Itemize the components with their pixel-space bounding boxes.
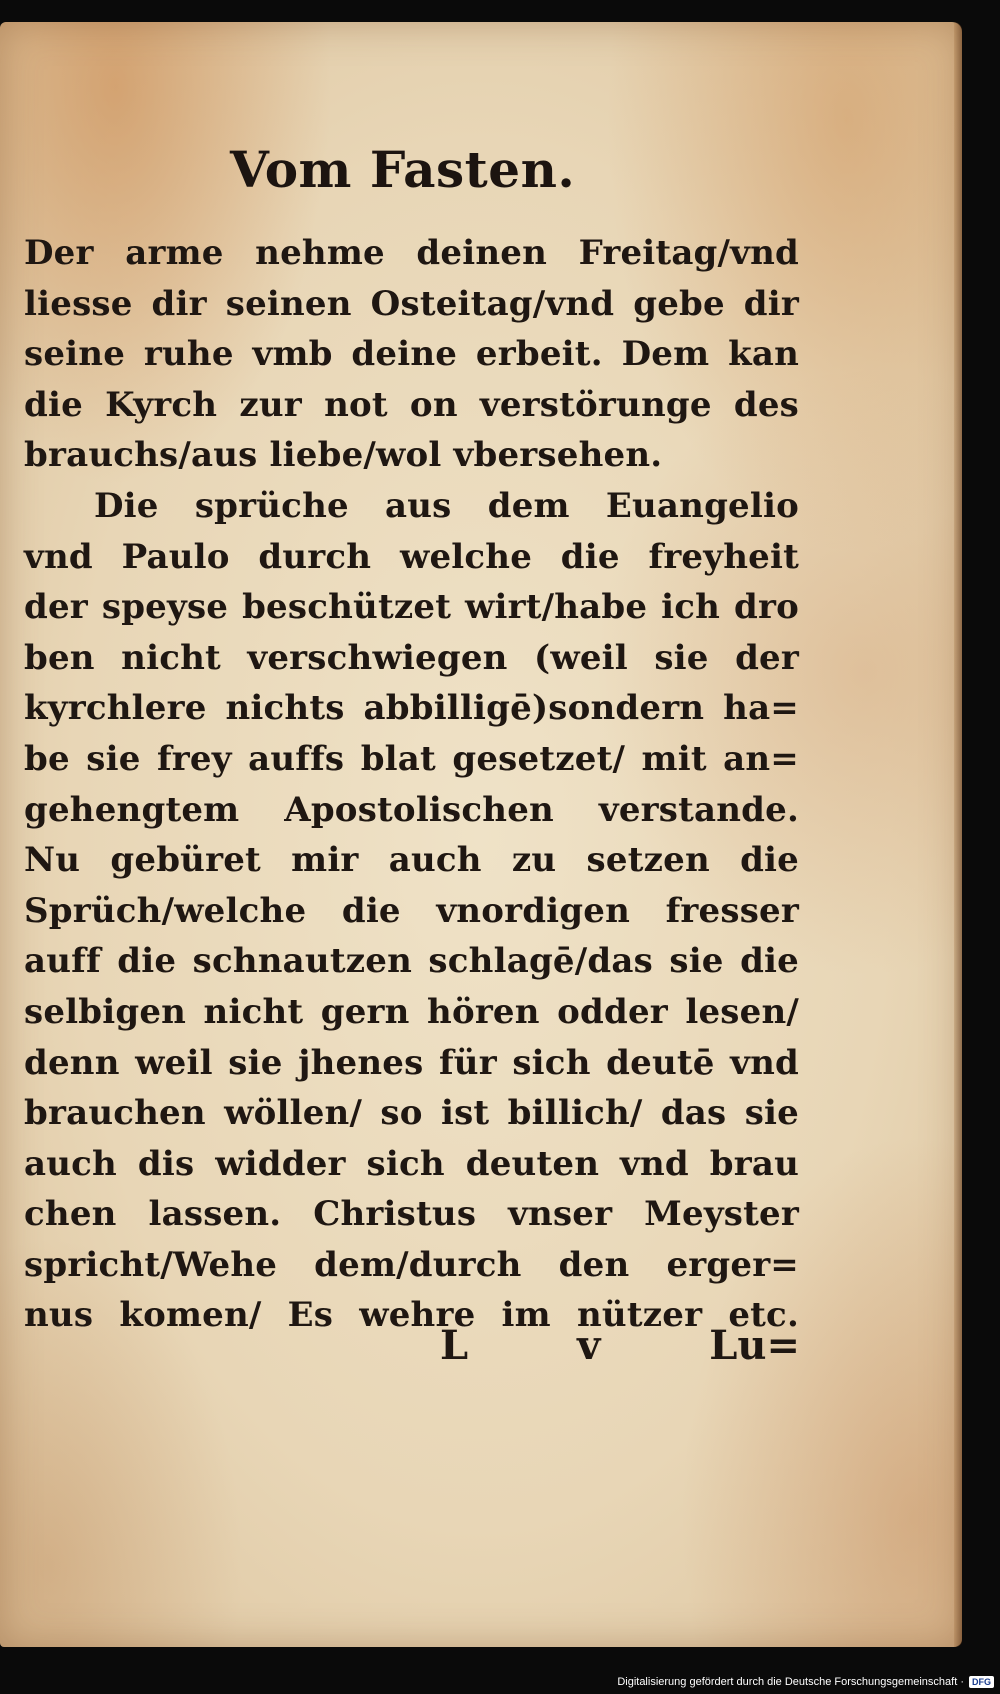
text-line: brauchs/aus liebe/wol vbersehen. — [24, 435, 663, 476]
text-line: kyrchlere nichts abbilligē)sondern ha= — [24, 688, 799, 729]
text-line: die Kyrch zur not on verstörunge des — [24, 384, 799, 425]
text-line: der speyse beschützet wirt/habe ich dro — [24, 587, 799, 628]
page-footer-catchwords — [440, 1322, 800, 1369]
digitization-credit — [617, 1673, 994, 1691]
text-line: seine ruhe vmb deine erbeit. Dem kan — [24, 334, 799, 375]
text-line: Der arme nehme deinen Freitag/vnd — [24, 233, 799, 273]
text-line: auff die schnautzen schlagē/das sie die — [24, 941, 799, 982]
text-line: brauchen wöllen/ so ist billich/ das sie — [24, 1093, 799, 1134]
credit-text: Digitalisierung gefördert durch die Deutsche Forschungsgemeinschaft · — [617, 1676, 964, 1688]
page-body — [24, 228, 799, 1341]
book-page — [0, 22, 962, 1647]
text-line: ben nicht verschwiegen (weil sie der — [24, 637, 799, 678]
text-line: chen lassen. Christus vnser Meyster — [24, 1194, 799, 1235]
text-line: selbigen nicht gern hören odder lesen/ — [24, 991, 799, 1032]
text-line: liesse dir seinen Osteitag/vnd gebe dir — [24, 283, 799, 324]
dfg-logo-icon: DFG — [969, 1676, 994, 1688]
text-line: gehengtem Apostolischen verstande. — [24, 789, 799, 830]
text-line: Nu gebüret mir auch zu setzen die — [24, 840, 799, 881]
text-line: nus komen/ Es wehre im nützer etc. — [24, 1295, 799, 1336]
signature-mark: L — [440, 1322, 469, 1369]
text-line: auch dis widder sich deuten vnd brau — [24, 1143, 799, 1184]
page-heading: Vom Fasten. — [230, 140, 576, 199]
page-edge — [954, 22, 962, 1647]
text-line: denn weil sie jhenes für sich deutē vnd — [24, 1042, 799, 1083]
text-line: spricht/Wehe dem/durch den erger= — [24, 1244, 799, 1285]
catchword: Lu= — [709, 1322, 800, 1369]
folio-mark: v — [577, 1322, 601, 1369]
text-line: be sie frey auffs blat gesetzet/ mit an= — [24, 738, 799, 779]
text-line: Die sprüche aus dem Euangelio — [94, 485, 799, 526]
text-line: vnd Paulo durch welche die freyheit — [24, 536, 799, 577]
text-line: Sprüch/welche die vnordigen fresser — [24, 890, 799, 931]
